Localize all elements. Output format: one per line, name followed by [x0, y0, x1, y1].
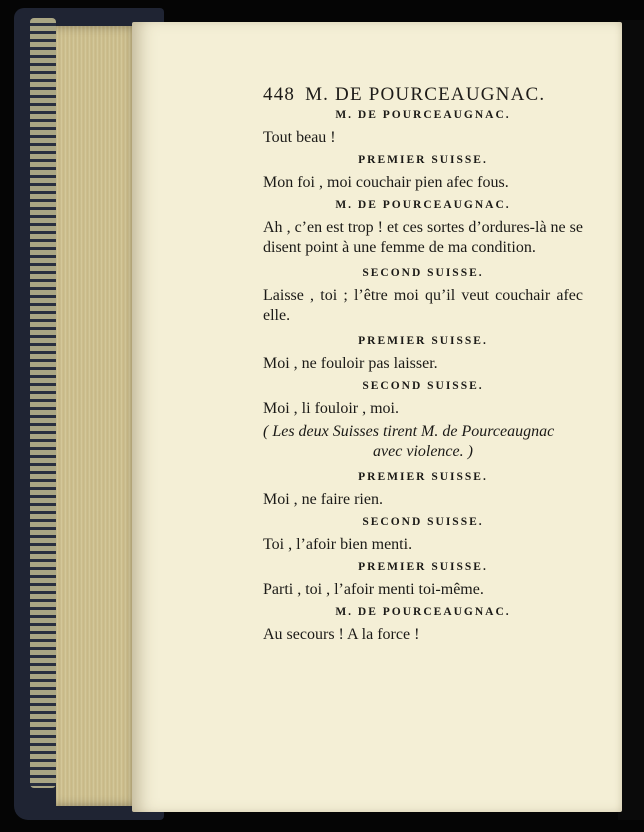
running-title: M. DE POURCEAUGNAC. [305, 84, 546, 105]
dialogue-line: Au secours ! A la force ! [263, 626, 420, 643]
speaker-label: PREMIER SUISSE. [358, 471, 488, 483]
dialogue-line: Toi , l’afoir bien menti. [263, 536, 413, 553]
speaker-label: M. DE POURCEAUGNAC. [335, 109, 511, 121]
spine-binding [30, 18, 56, 788]
dialogue-line: Laisse , toi ; l’être moi qu’il veut couchair afec elle. [263, 287, 583, 324]
stage-direction-line: ( Les deux Suisses tirent M. de Pourceaugnac [263, 423, 555, 440]
speaker-label: PREMIER SUISSE. [358, 335, 488, 347]
dialogue-line: Parti , toi , l’afoir menti toi-même. [263, 581, 484, 598]
dialogue-line: Mon foi , moi couchair pien afec fous. [263, 174, 509, 191]
running-head [263, 84, 553, 106]
speaker-label: SECOND SUISSE. [362, 380, 484, 392]
page-number: 448 [263, 84, 296, 105]
speaker-label: M. DE POURCEAUGNAC. [335, 606, 511, 618]
speaker-label: SECOND SUISSE. [362, 267, 484, 279]
play-text [263, 104, 583, 646]
speaker-label: PREMIER SUISSE. [358, 154, 488, 166]
dialogue-line: Moi , ne fouloir pas laisser. [263, 355, 438, 372]
stage-direction-line: avec violence. ) [373, 443, 473, 460]
speaker-label: M. DE POURCEAUGNAC. [335, 199, 511, 211]
speaker-label: SECOND SUISSE. [362, 516, 484, 528]
page-edges [56, 26, 140, 806]
stage-direction [263, 422, 583, 462]
dialogue-line: Moi , li fouloir , moi. [263, 400, 399, 417]
speaker-label: PREMIER SUISSE. [358, 561, 488, 573]
dialogue-line: Moi , ne faire rien. [263, 491, 383, 508]
dialogue-line: Tout beau ! [263, 129, 336, 146]
dialogue-line: Ah , c’en est trop ! et ces sortes d’ordures-là ne se disent point à une femme de ma condition. [263, 219, 583, 256]
